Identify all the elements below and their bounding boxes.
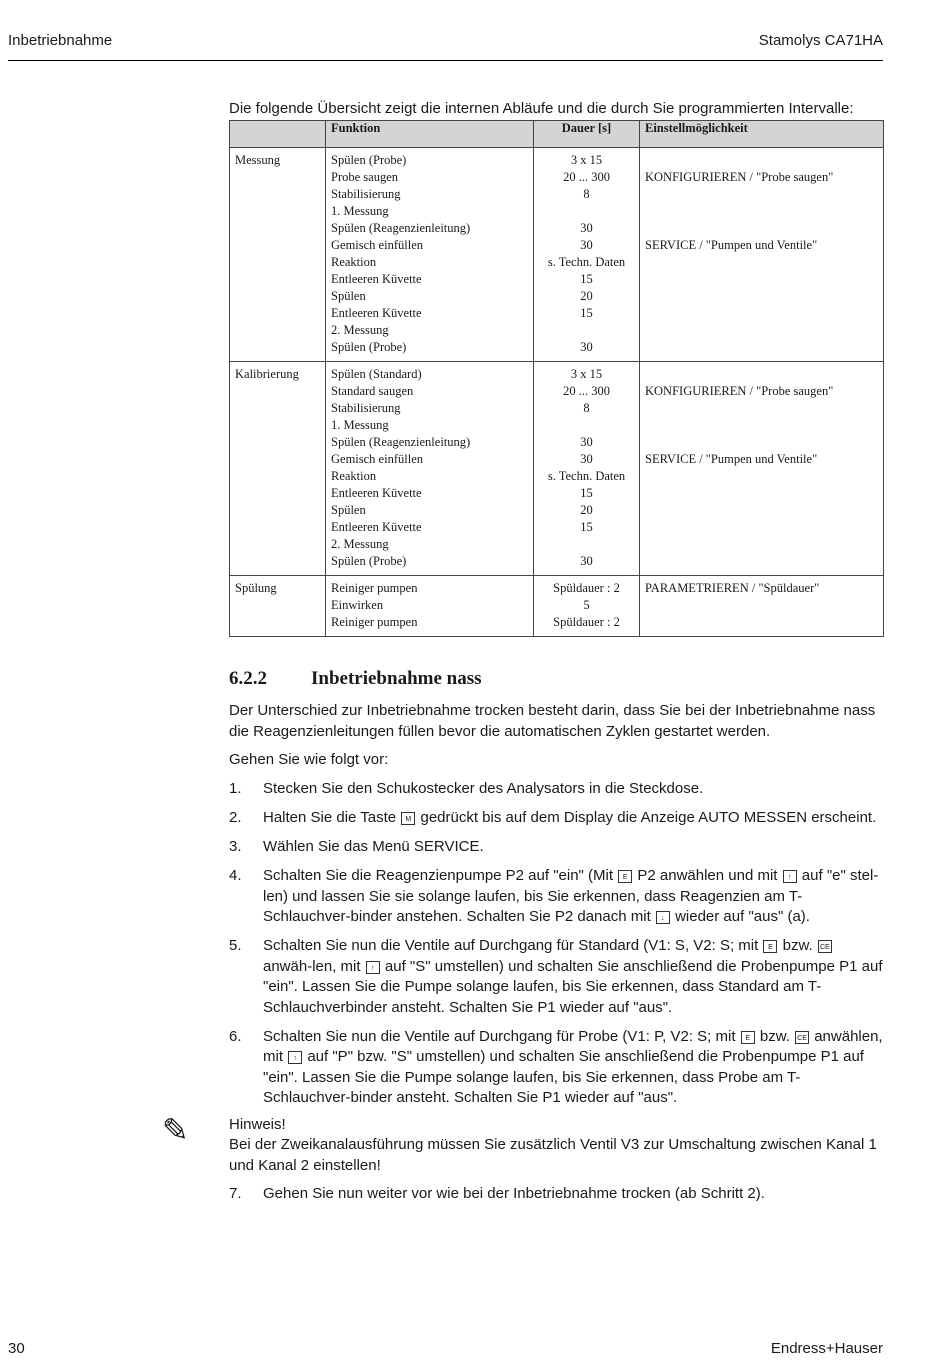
up-arrow-key-icon: ↑ xyxy=(783,870,797,883)
cell-line: 30 xyxy=(580,435,593,449)
cell-line: 20 xyxy=(580,289,593,303)
cell-line: 30 xyxy=(580,221,593,235)
cell-line: 2. Messung xyxy=(331,537,389,551)
cell-line xyxy=(645,597,878,614)
table-row xyxy=(230,148,884,362)
table-header-dauer: Dauer [s] xyxy=(534,121,640,148)
cell-line xyxy=(539,536,634,553)
cell-line: Reiniger pumpen xyxy=(331,615,418,629)
section-heading xyxy=(229,668,482,690)
list-item xyxy=(229,837,884,858)
table-cell-group: Messung xyxy=(230,148,326,362)
step-text: Stecken Sie den Schukostecker des Analysators in die Steckdose. xyxy=(263,780,704,797)
step-number: 7. xyxy=(229,1185,242,1202)
cell-line: SERVICE / "Pumpen und Ventile" xyxy=(645,452,818,466)
ce-key-icon: CE xyxy=(818,940,832,953)
pencil-icon: ✎ xyxy=(162,1112,189,1148)
cell-line: Reaktion xyxy=(331,255,377,269)
cell-line: Stabilisierung xyxy=(331,401,401,415)
cell-line: Spüldauer : 2 xyxy=(553,581,620,595)
step-text: wieder auf "aus" (a). xyxy=(670,908,810,925)
cell-line: 3 x 15 xyxy=(570,153,603,167)
cell-line: 2. Messung xyxy=(331,323,389,337)
step-text: anwählen, mit xyxy=(263,1027,883,1065)
section-title: Inbetriebnahme nass xyxy=(311,668,482,689)
cell-line: Entleeren Küvette xyxy=(331,272,422,286)
footer-brand: Endress+Hauser xyxy=(770,1340,883,1357)
cell-line: 20 ... 300 xyxy=(563,384,610,398)
step-text: anwäh-len, mit xyxy=(263,957,365,975)
ce-key-icon: CE xyxy=(795,1031,809,1044)
cell-line xyxy=(645,553,878,570)
cell-line: 30 xyxy=(580,554,593,568)
list-item xyxy=(229,808,884,829)
table-header-group xyxy=(230,121,326,148)
step-text: bzw. xyxy=(755,1027,795,1045)
cell-line xyxy=(645,305,878,322)
cell-line xyxy=(645,536,878,553)
cell-line: s. Techn. Daten xyxy=(547,255,626,269)
step-text: P2 anwählen und mit xyxy=(633,867,782,884)
list-item xyxy=(229,1027,884,1109)
cell-line: 15 xyxy=(580,306,593,320)
cell-line: Probe saugen xyxy=(331,170,398,184)
cell-line: 30 xyxy=(580,340,593,354)
cell-line: 30 xyxy=(580,238,593,252)
up-arrow-key-icon: ↑ xyxy=(366,961,380,974)
cell-line xyxy=(645,288,878,305)
list-item xyxy=(229,1184,884,1205)
cell-line xyxy=(645,434,878,451)
page-number: 30 xyxy=(8,1340,25,1357)
cell-line: Spülen (Standard) xyxy=(331,367,422,381)
cell-line xyxy=(645,220,878,237)
cell-line xyxy=(645,271,878,288)
list-item xyxy=(229,779,884,800)
step-text: auf "S" umstellen) und schalten Sie anschließend die Probenpumpe P1 auf "ein". Lassen Sie die Pumpe solange laufen, bis Sie erkennen, dass Standard am T-Schlauchverbinder ansteht. Schalten Sie P1 wieder auf "aus". xyxy=(263,957,883,1016)
cell-line: Spüldauer : 2 xyxy=(553,615,620,629)
cell-line xyxy=(645,339,878,356)
cell-line: Spülen (Probe) xyxy=(331,153,407,167)
note-title: Hinweis! xyxy=(229,1116,286,1133)
list-item xyxy=(229,866,884,928)
cell-line xyxy=(539,322,634,339)
step-text: Gehen Sie nun weiter vor wie bei der Inbetriebnahme trocken (ab Schritt 2). xyxy=(263,1185,765,1202)
cell-line: 15 xyxy=(580,486,593,500)
cell-line: 1. Messung xyxy=(331,204,389,218)
cell-line xyxy=(539,417,634,434)
cell-line: Gemisch einfüllen xyxy=(331,452,423,466)
header-section-title: Inbetriebnahme xyxy=(8,32,113,49)
cell-line xyxy=(645,485,878,502)
header-product-name: Stamolys CA71HA xyxy=(758,32,883,49)
step-text: Wählen Sie das Menü SERVICE. xyxy=(263,838,484,855)
step-text: auf "e" stel-len) und lassen Sie sie solange laufen, bis Sie erkennen, dass Reagenzien am T-Schlauchver-binder anstehen. Schalten Sie P2 danach mit xyxy=(263,867,879,925)
step-text: auf "P" bzw. "S" umstellen) und schalten Sie anschließend die Probenpumpe P1 auf "ein". Lassen Sie die Pumpe solange laufen, bis Sie erkennen, dass Probe am T-Schlauchver-binder ansteht. Schalten Sie P1 wieder auf "aus". xyxy=(263,1048,864,1106)
step-number: 4. xyxy=(229,867,242,884)
cell-line xyxy=(645,519,878,536)
cell-line: Spülen (Reagenzienleitung) xyxy=(331,221,471,235)
table-cell-group: Kalibrierung xyxy=(230,362,326,576)
cell-line: Spülen (Reagenzienleitung) xyxy=(331,435,471,449)
note-text: Bei der Zweikanalausführung müssen Sie zusätzlich Ventil V3 zur Umschaltung zwischen Kanal 1 und Kanal 2 einstellen! xyxy=(229,1136,877,1174)
table-cell-einstellung xyxy=(640,576,884,637)
cell-line xyxy=(645,502,878,519)
table-header-row xyxy=(230,121,884,148)
procedure-steps xyxy=(229,779,884,1109)
cell-line: Gemisch einfüllen xyxy=(331,238,423,252)
step-text: Halten Sie die Taste xyxy=(263,809,401,826)
step-number: 1. xyxy=(229,780,242,797)
cell-line: s. Techn. Daten xyxy=(547,469,626,483)
cell-line: Entleeren Küvette xyxy=(331,306,422,320)
e-key-icon: E xyxy=(741,1031,755,1044)
cell-line: SERVICE / "Pumpen und Ventile" xyxy=(645,238,818,252)
cell-line: Reiniger pumpen xyxy=(331,581,418,595)
table-cell-dauer xyxy=(534,576,640,637)
cell-line: 8 xyxy=(583,401,590,415)
down-arrow-key-icon: ↓ xyxy=(656,911,670,924)
procedure-steps-continued xyxy=(229,1184,884,1205)
cell-line: 30 xyxy=(580,452,593,466)
table-cell-funktion xyxy=(326,148,534,362)
cell-line xyxy=(645,254,878,271)
cell-line: 8 xyxy=(583,187,590,201)
cell-line: KONFIGURIEREN / "Probe saugen" xyxy=(645,170,834,184)
table-cell-einstellung xyxy=(640,362,884,576)
step-text: Schalten Sie nun die Ventile auf Durchgang für Standard (V1: S, V2: S; mit xyxy=(263,937,763,954)
table-body xyxy=(230,148,884,637)
cell-line: 1. Messung xyxy=(331,418,389,432)
cell-line: Standard saugen xyxy=(331,384,414,398)
table-cell-funktion xyxy=(326,362,534,576)
list-item xyxy=(229,936,884,1018)
cell-line: 20 xyxy=(580,503,593,517)
cell-line: Spülen xyxy=(331,289,366,303)
m-key-icon: M xyxy=(401,812,415,825)
cell-line: Spülen xyxy=(331,503,366,517)
cell-line xyxy=(645,186,878,203)
procedure-intro: Gehen Sie wie folgt vor: xyxy=(229,751,389,768)
step-text: Schalten Sie die Reagenzienpumpe P2 auf "ein" (Mit xyxy=(263,867,618,884)
step-number: 2. xyxy=(229,809,242,826)
cell-line: 15 xyxy=(580,272,593,286)
table-header-funktion: Funktion xyxy=(326,121,534,148)
cell-line: Entleeren Küvette xyxy=(331,486,422,500)
e-key-icon: E xyxy=(618,870,632,883)
section-paragraph: Der Unterschied zur Inbetriebnahme trocken besteht darin, dass Sie bei der Inbetriebnahme nass die Reagenzienleitungen füllen bevor die automatischen Zyklen gestartet werden. xyxy=(229,702,876,740)
page-header xyxy=(8,32,883,61)
cell-line: Spülen (Probe) xyxy=(331,554,407,568)
table-cell-funktion xyxy=(326,576,534,637)
section-number: 6.2.2 xyxy=(229,668,267,689)
table-cell-einstellung xyxy=(640,148,884,362)
cell-line: Reaktion xyxy=(331,469,377,483)
up-arrow-key-icon: ↑ xyxy=(288,1051,302,1064)
step-number: 5. xyxy=(229,937,242,954)
cell-line xyxy=(645,614,878,631)
process-overview-table xyxy=(229,120,884,637)
table-cell-dauer xyxy=(534,148,640,362)
table-cell-group: Spülung xyxy=(230,576,326,637)
table-row xyxy=(230,576,884,637)
cell-line: 3 x 15 xyxy=(570,367,603,381)
cell-line xyxy=(539,203,634,220)
cell-line: PARAMETRIEREN / "Spüldauer" xyxy=(645,581,820,595)
table-cell-dauer xyxy=(534,362,640,576)
step-number: 3. xyxy=(229,838,242,855)
cell-line: 5 xyxy=(583,598,590,612)
cell-line xyxy=(645,322,878,339)
cell-line xyxy=(645,468,878,485)
cell-line: Spülen (Probe) xyxy=(331,340,407,354)
cell-line: 20 ... 300 xyxy=(563,170,610,184)
cell-line xyxy=(645,203,878,220)
intro-text: Die folgende Übersicht zeigt die internen Abläufe und die durch Sie programmierten Intervalle: xyxy=(229,100,854,117)
step-number: 6. xyxy=(229,1027,242,1045)
cell-line: 15 xyxy=(580,520,593,534)
table-row xyxy=(230,362,884,576)
step-text: gedrückt bis auf dem Display die Anzeige AUTO MESSEN erscheint. xyxy=(416,809,877,826)
cell-line xyxy=(645,417,878,434)
cell-line: Stabilisierung xyxy=(331,187,401,201)
cell-line: KONFIGURIEREN / "Probe saugen" xyxy=(645,384,834,398)
cell-line: Einwirken xyxy=(331,598,384,612)
cell-line xyxy=(645,152,878,169)
step-text: Schalten Sie nun die Ventile auf Durchgang für Probe (V1: P, V2: S; mit xyxy=(263,1027,740,1045)
cell-line xyxy=(645,366,878,383)
e-key-icon: E xyxy=(763,940,777,953)
cell-line: Entleeren Küvette xyxy=(331,520,422,534)
table-header-einstellung: Einstellmöglichkeit xyxy=(640,121,884,148)
step-text: bzw. xyxy=(778,937,817,954)
cell-line xyxy=(645,400,878,417)
